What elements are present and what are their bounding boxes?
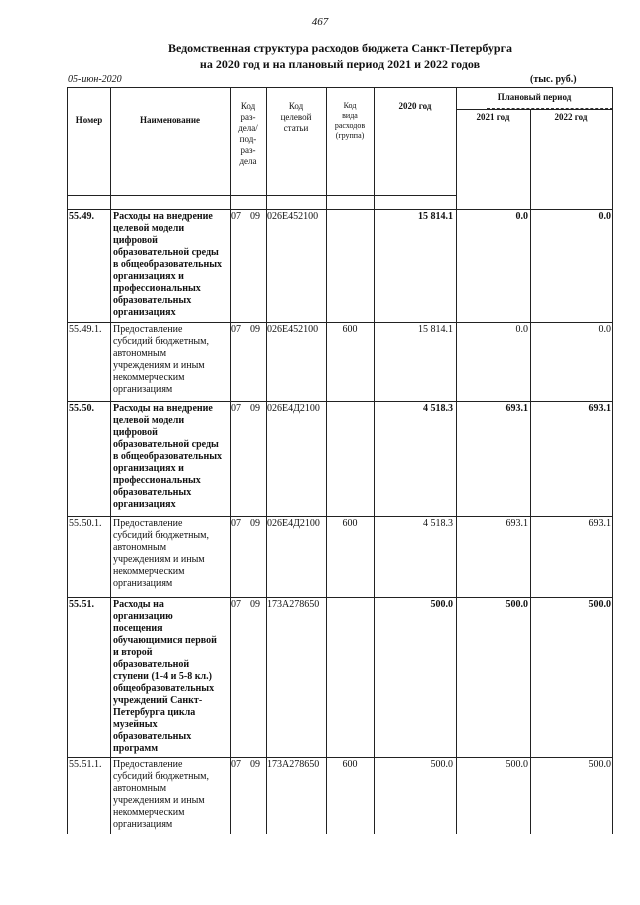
row-amount-2022: 693.1 [588,403,611,414]
row-number: 55.50. [69,403,94,414]
col-line-2 [230,87,231,834]
row-amount-2020: 4 518.3 [423,518,453,529]
row-section: 07 [231,599,241,610]
document-title [40,40,640,72]
row-subsection: 09 [250,518,260,529]
row-target-code: 026Е452100 [267,211,319,222]
header-name: Наименование [140,115,200,125]
col-line-5 [374,87,375,834]
col-line-0 [67,87,68,834]
col-line-6 [456,87,457,834]
row-kind-code: 600 [342,324,358,335]
row-target-code: 026Е452100 [267,324,319,335]
row-section: 07 [231,211,241,222]
table-border-top [67,87,613,88]
row-number: 55.49. [69,211,94,222]
row-number: 55.51.1. [69,759,102,770]
col-line-1 [110,87,111,834]
header-number: Номер [75,115,103,125]
row-amount-2020: 15 814.1 [418,324,453,335]
row-name: Предоставление субсидий бюджетным, автономным учреждениям и иным некоммерческим организациям [113,518,209,589]
row-number: 55.50.1. [69,518,102,529]
row-amount-2020: 500.0 [430,759,453,770]
header-year-2021: 2021 год [476,112,510,122]
row-name: Расходы на внедрение целевой модели цифровой образовательной среды в общеобразовательных организациях и профессиональных образовательных организациях [113,403,223,510]
row-amount-2022: 693.1 [588,518,611,529]
row-amount-2021: 693.1 [505,518,528,529]
row-number: 55.49.1. [69,324,102,335]
row-amount-2022: 500.0 [588,599,611,610]
row-subsection: 09 [250,211,260,222]
row-amount-2021: 500.0 [505,599,528,610]
row-amount-2020: 15 814.1 [418,211,453,222]
row-target-code: 026Е4Д2100 [267,518,320,529]
header-plan-period: Плановый период [497,92,572,102]
row-amount-2020: 4 518.3 [423,403,453,414]
row-amount-2020: 500.0 [430,599,453,610]
col-line-4 [326,87,327,834]
row-section: 07 [231,324,241,335]
header-divider-left [67,195,456,196]
header-kind-code: Код вида расходов (группа) [334,101,366,140]
row-subsection: 09 [250,599,260,610]
row-amount-2021: 693.1 [505,403,528,414]
document-date: 05-июн-2020 [68,74,122,85]
row-amount-2021: 0.0 [515,211,528,222]
plan-period-dashes [487,108,613,109]
row-divider-5 [67,757,613,758]
row-divider-1 [67,322,613,323]
header-bottom [67,209,613,210]
currency-unit: (тыс. руб.) [530,74,577,85]
row-divider-2 [67,401,613,402]
row-number: 55.51. [69,599,94,610]
budget-table [67,87,613,834]
row-amount-2022: 500.0 [588,759,611,770]
row-divider-4 [67,597,613,598]
header-section-code: Код раз- дела/ под- раз- дела [238,101,258,166]
row-amount-2022: 0.0 [598,324,611,335]
row-target-code: 026Е4Д2100 [267,403,320,414]
header-target-code: Код целевой статьи [280,101,312,133]
col-line-8 [612,87,613,834]
row-name: Расходы на внедрение целевой модели цифровой образовательной среды в общеобразовательных организациях и профессиональных образовательных организациях [113,211,223,318]
row-target-code: 173А278650 [267,599,320,610]
header-year-2020: 2020 год [398,101,432,111]
row-amount-2022: 0.0 [598,211,611,222]
row-amount-2021: 0.0 [515,324,528,335]
row-section: 07 [231,403,241,414]
plan-period-divider [456,109,613,110]
page-number: 467 [311,16,329,28]
row-subsection: 09 [250,324,260,335]
row-kind-code: 600 [342,759,358,770]
row-section: 07 [231,518,241,529]
row-name: Расходы на организацию посещения обучающимися первой и второй образовательной ступени (1-4 и 5-8 кл.) общеобразовательных учреждений Санкт- Петербурга цикла музейных образовательных программ [113,599,217,754]
document-title-line-1: Ведомственная структура расходов бюджета Санкт-Петербурга [167,41,513,55]
row-subsection: 09 [250,759,260,770]
row-divider-3 [67,516,613,517]
col-line-3 [266,87,267,834]
row-kind-code: 600 [342,518,358,529]
row-name: Предоставление субсидий бюджетным, автономным учреждениям и иным некоммерческим организациям [113,759,209,830]
row-subsection: 09 [250,403,260,414]
document-title-line-2: на 2020 год и на плановый период 2021 и 2022 годов [199,57,481,71]
row-section: 07 [231,759,241,770]
header-year-2022: 2022 год [554,112,588,122]
row-target-code: 173А278650 [267,759,320,770]
row-amount-2021: 500.0 [505,759,528,770]
row-name: Предоставление субсидий бюджетным, автономным учреждениям и иным некоммерческим организациям [113,324,209,395]
